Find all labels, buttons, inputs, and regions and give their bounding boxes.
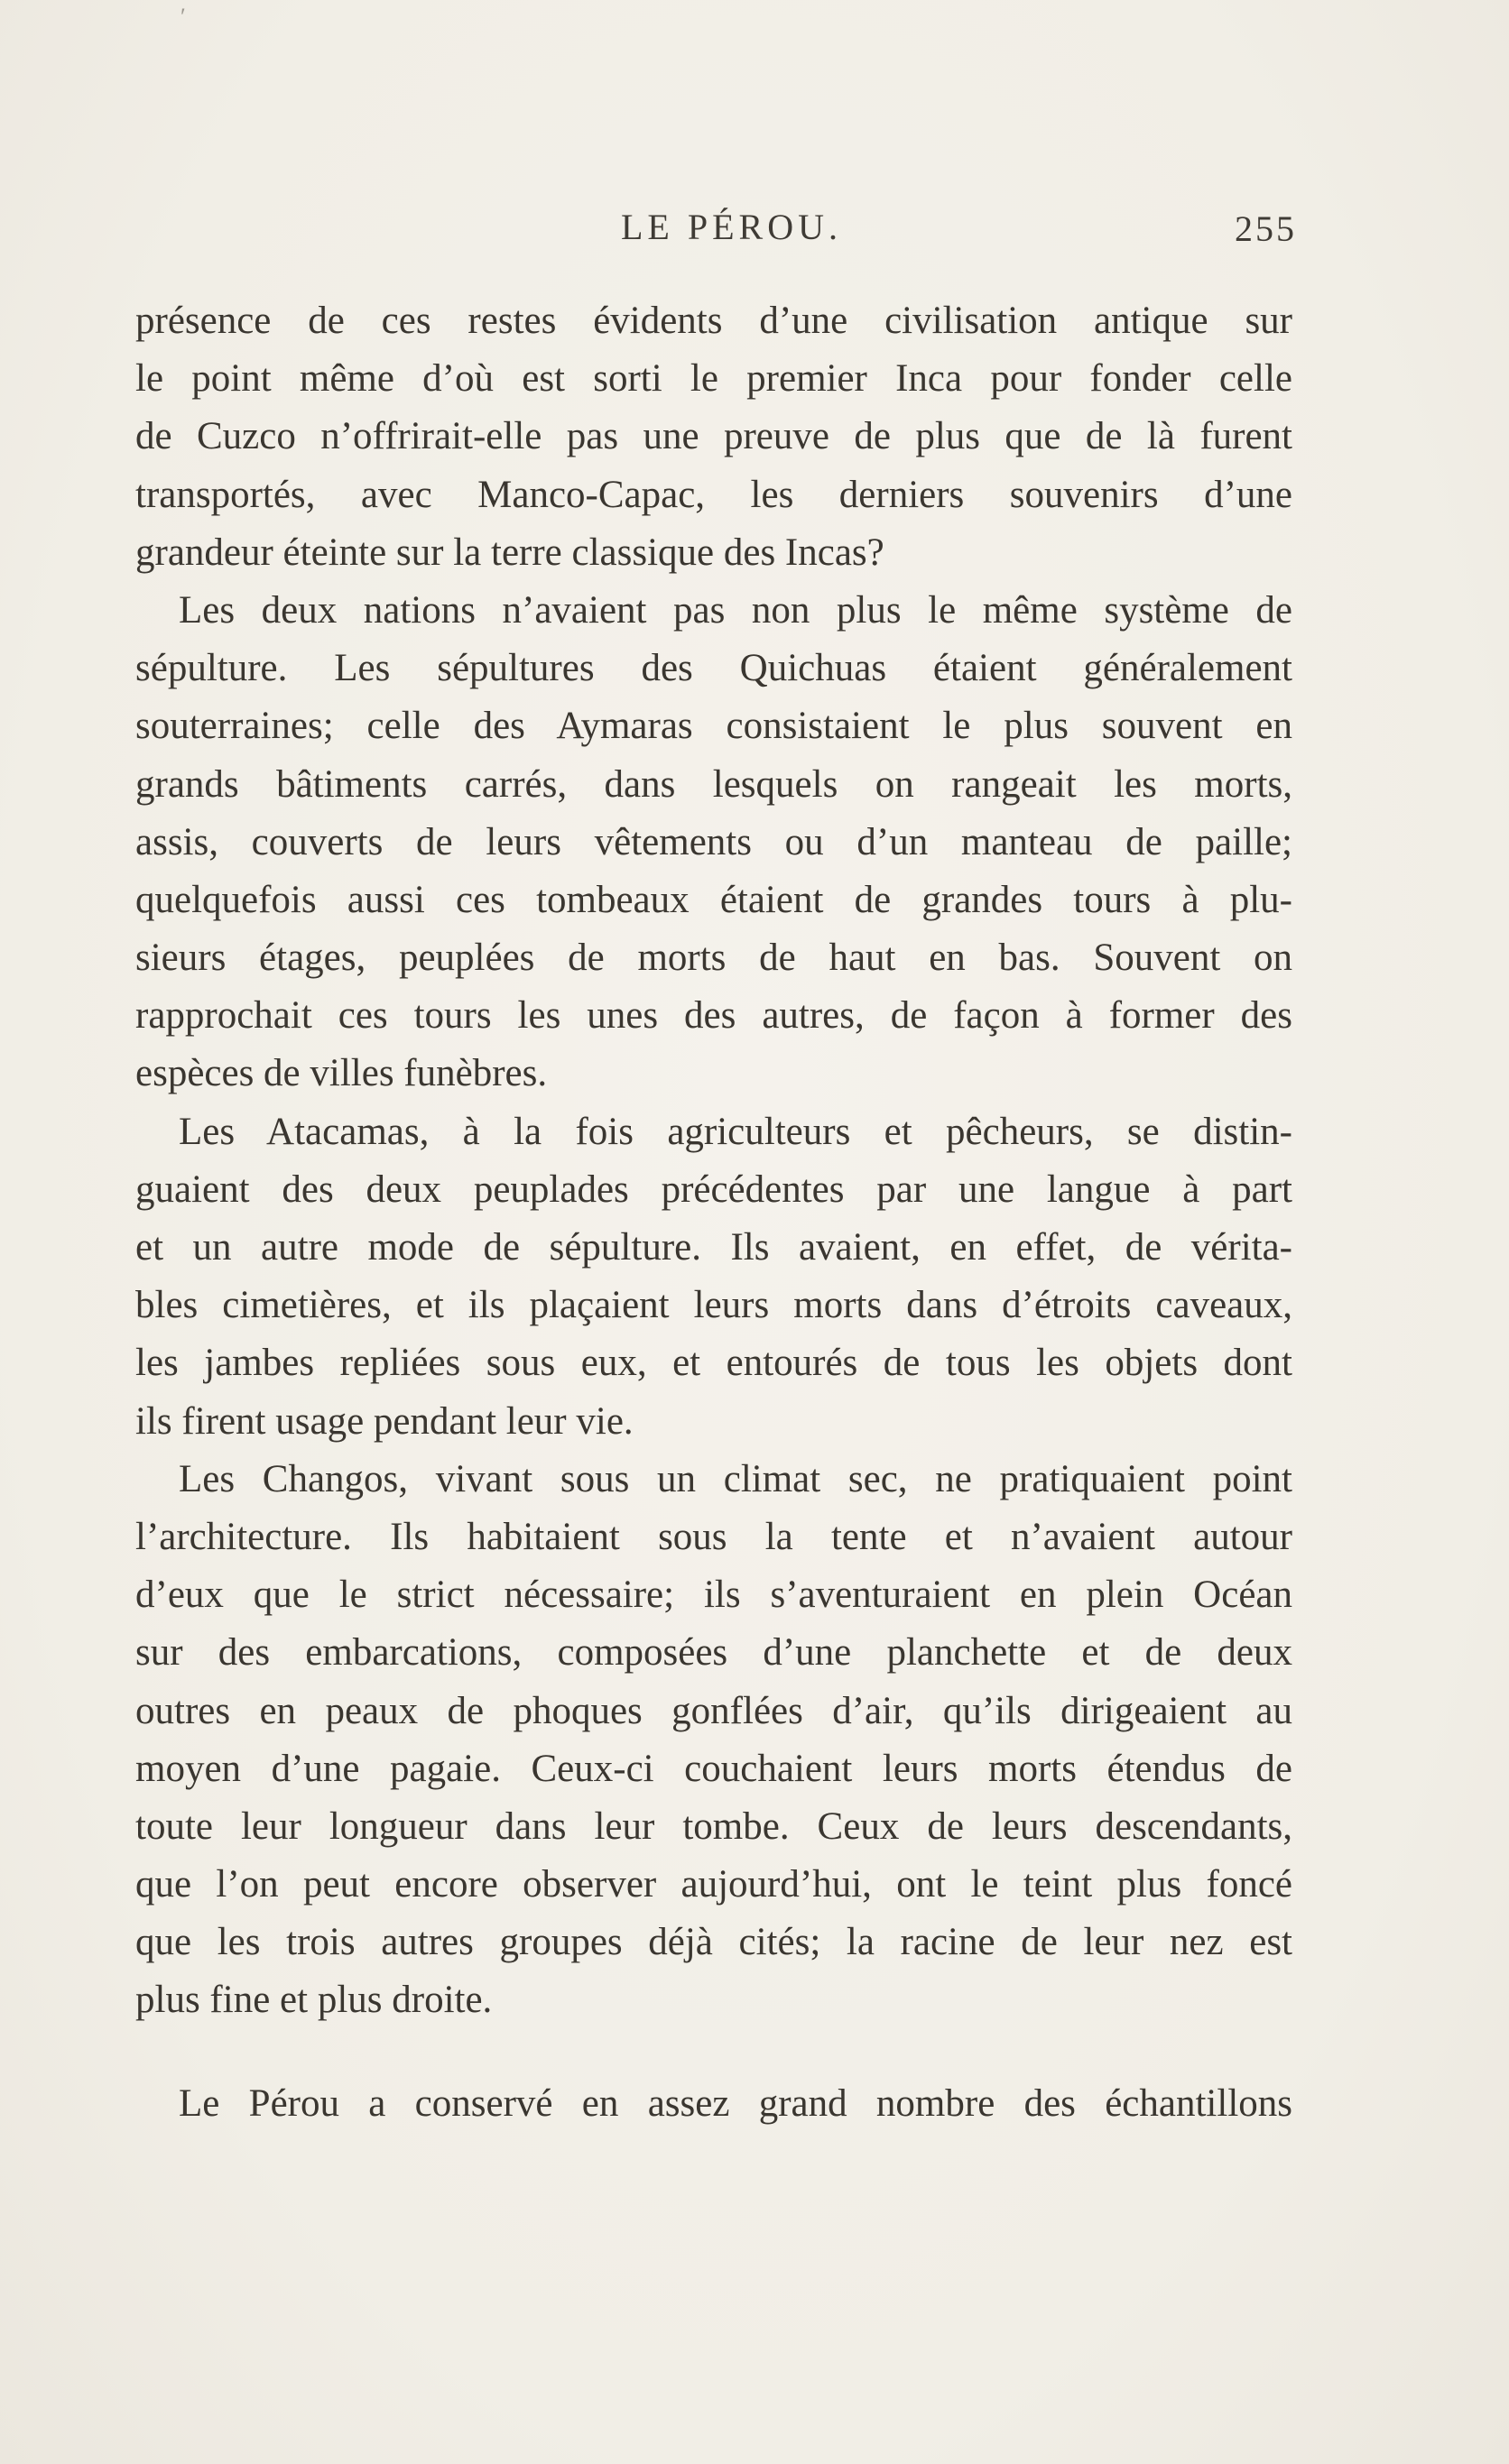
text-line: ils firent usage pendant leur vie. — [135, 1399, 634, 1443]
running-head — [0, 206, 1509, 251]
text-line: Le Pérou a conservé en assez grand nombre des échantillons — [179, 2081, 1292, 2125]
text-line: d’eux que le strict nécessaire; ils s’aventuraient en plein Océan — [135, 1573, 1292, 1617]
body-text — [135, 292, 1292, 2133]
text-line: et un autre mode de sépulture. Ils avaient, en effet, de vérita- — [135, 1226, 1292, 1269]
text-line: les jambes repliées sous eux, et entourés de tous les objets dont — [135, 1342, 1292, 1385]
text-line: que les trois autres groupes déjà cités; la racine de leur nez est — [135, 1921, 1292, 1964]
text-line: grands bâtiments carrés, dans lesquels on rangeait les morts, — [135, 762, 1292, 806]
text-line: présence de ces restes évidents d’une civilisation antique sur — [135, 300, 1292, 342]
text-line: toute leur longueur dans leur tombe. Ceux de leurs descendants, — [135, 1804, 1292, 1848]
text-line: sieurs étages, peuplées de morts de haut en bas. Souvent on — [135, 937, 1292, 980]
text-line: grandeur éteinte sur la terre classique des Incas? — [135, 531, 884, 574]
text-line: de Cuzco n’offrirait-elle pas une preuve de plus que de là furent — [135, 415, 1292, 458]
running-title: LE PÉROU. — [621, 207, 842, 247]
text-line: souterraines; celle des Aymaras consistaient le plus souvent en — [135, 705, 1292, 748]
text-line: rapprochait ces tours les unes des autres, de façon à former des — [135, 994, 1292, 1038]
text-line: quelquefois aussi ces tombeaux étaient de grandes tours à plu- — [135, 878, 1292, 921]
text-line: moyen d’une pagaie. Ceux-ci couchaient leurs morts étendus de — [135, 1747, 1292, 1790]
text-line: bles cimetières, et ils plaçaient leurs morts dans d’étroits caveaux, — [135, 1284, 1292, 1327]
text-line: Les Changos, vivant sous un climat sec, ne pratiquaient point — [179, 1457, 1292, 1500]
text-line: plus fine et plus droite. — [135, 1979, 493, 2022]
text-line: espèces de villes funèbres. — [135, 1052, 548, 1095]
text-line: l’architecture. Ils habitaient sous la tente et n’avaient autour — [135, 1515, 1292, 1558]
text-line: le point même d’où est sorti le premier Inca pour fonder celle — [135, 357, 1292, 401]
text-line: sur des embarcations, composées d’une planchette et de deux — [135, 1631, 1292, 1675]
page-number: 255 — [1235, 208, 1297, 249]
text-line: Les deux nations n’avaient pas non plus le même système de — [179, 588, 1292, 632]
text-line: que l’on peut encore observer aujourd’hui, ont le teint plus foncé — [135, 1863, 1292, 1906]
text-line: transportés, avec Manco-Capac, les derniers souvenirs d’une — [135, 473, 1292, 516]
pencil-mark: ′ — [181, 4, 186, 30]
text-line: assis, couverts de leurs vêtements ou d’un manteau de paille; — [135, 820, 1292, 863]
text-line: Les Atacamas, à la fois agriculteurs et pêcheurs, se distin- — [179, 1110, 1292, 1153]
text-line: sépulture. Les sépultures des Quichuas étaient généralement — [135, 647, 1292, 690]
text-line: guaient des deux peuplades précédentes par une langue à part — [135, 1167, 1292, 1211]
text-line: outres en peaux de phoques gonflées d’air, qu’ils dirigeaient au — [135, 1689, 1292, 1732]
